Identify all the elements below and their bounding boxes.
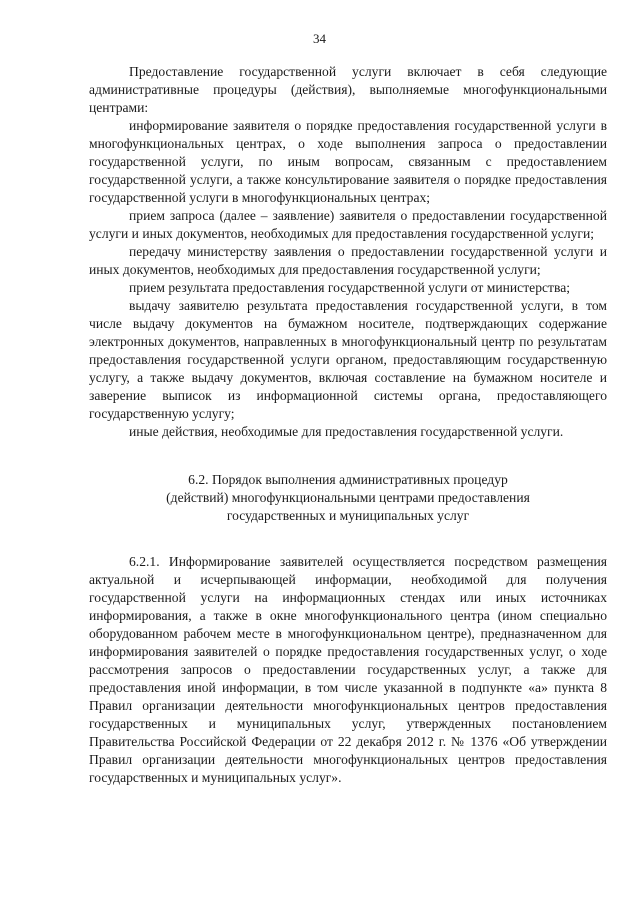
list-item: иные действия, необходимые для предоставления государственной услуги. xyxy=(129,424,564,439)
list-item: передачу министерству заявления о предоставлении государственной услуги и иных документов, необходимых для предоставления государственной услуги; xyxy=(89,244,607,277)
list-item: информирование заявителя о порядке предоставления государственной услуги в многофункциональных центрах, о ходе выполнения запроса о предоставлении государственной услуги, по иным вопросам, связанным с предоставлением государственной услуги, а также консультирование заявителя о порядке предоставления государственной услуги в многофункциональных центрах; xyxy=(89,118,607,205)
document-body xyxy=(89,63,607,787)
section-heading-line: (действий) многофункциональными центрами предоставления xyxy=(166,490,530,505)
list-item: выдачу заявителю результата предоставления государственной услуги, в том числе выдачу документов на бумажном носителе, подтверждающих содержание электронных документов, направленных в многофункциональный центр по результатам предоставления государственной услуги органом, предоставляющим государственную услугу, а также выдачу документов, включая составление на бумажном носителе и заверение выписок из информационной системы органа, предоставляющего государственную услугу; xyxy=(89,298,607,421)
section-heading-line: 6.2. Порядок выполнения административных процедур xyxy=(188,472,508,487)
list-item: прием запроса (далее – заявление) заявителя о предоставлении государственной услуги и иных документов, необходимых для предоставления государственной услуги; xyxy=(89,208,607,241)
list-item: прием результата предоставления государственной услуги от министерства; xyxy=(129,280,571,295)
intro-paragraph: Предоставление государственной услуги включает в себя следующие административные процедуры (действия), выполняемые многофункциональными центрами: xyxy=(89,64,607,115)
section-heading xyxy=(89,471,607,525)
section-paragraph: 6.2.1. Информирование заявителей осуществляется посредством размещения актуальной и исчерпывающей информации, необходимой для получения государственной услуги на информационных стендах или иных источниках информирования, а также в окне многофункционального центра (ином специально оборудованном рабочем месте в многофункциональном центре), предназначенном для информирования заявителей о порядке предоставления государственных услуг, о ходе рассмотрения запросов о предоставлении государственных услуг, а также для предоставления иной информации, в том числе указанной в подпункте «а» пункта 8 Правил организации деятельности многофункциональных центров предоставления государственных и муниципальных услуг, утвержденных постановлением Правительства Российской Федерации от 22 декабря 2012 г. № 1376 «Об утверждении Правил организации деятельности многофункциональных центров предоставления государственных и муниципальных услуг». xyxy=(89,554,607,785)
section-heading-line: государственных и муниципальных услуг xyxy=(226,508,470,523)
page-number: 34 xyxy=(313,31,326,46)
